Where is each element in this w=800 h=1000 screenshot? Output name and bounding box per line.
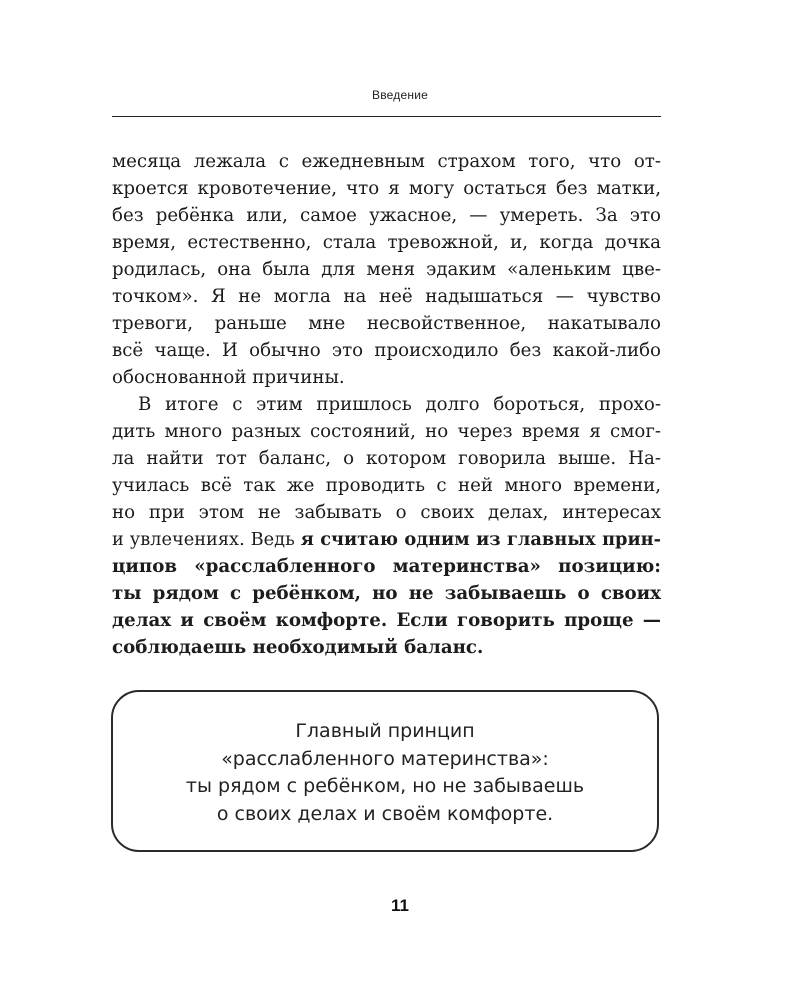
callout-line: ты рядом с ребёнком, но не забываешь: [185, 775, 585, 797]
paragraph-1-line: без ребёнка или, самое ужасное, — умереть. За это: [112, 205, 661, 226]
paragraph-1-line: родилась, она была для меня эдаким «аленьким цве-: [112, 259, 661, 280]
paragraph-2-bold-line: [112, 553, 661, 580]
callout-box: [111, 690, 659, 852]
paragraph-2-line: училась всё так же проводить с ней много времени,: [112, 475, 661, 496]
paragraph-1-line: обоснованной причины.: [112, 367, 345, 388]
bold-emphasis: ципов «расслабленного материнства» позицию:: [112, 556, 661, 577]
paragraph-2-mixed-line: [112, 526, 661, 553]
page-number: 11: [391, 896, 409, 915]
paragraph-2-line: В итоге с этим пришлось долго бороться, прохо-: [138, 394, 661, 415]
body-text: [112, 148, 661, 661]
callout-text: [113, 718, 657, 828]
regular-text: и увлечениях. Ведь: [112, 530, 301, 550]
paragraph-1-line: точком». Я не могла на неё надышаться — чувство: [112, 286, 661, 307]
paragraph-1-line: тревоги, раньше мне несвойственное, накатывало: [112, 313, 661, 334]
paragraph-2-bold-line: [112, 607, 661, 634]
bold-emphasis: я считаю одним из главных прин-: [300, 529, 661, 550]
callout-line: Главный принцип: [295, 720, 475, 742]
paragraph-1-line: всё чаще. И обычно это происходило без какой-либо: [112, 340, 661, 361]
paragraph-2-bold-line: [112, 634, 661, 661]
callout-line: «расслабленного материнства»:: [221, 747, 549, 770]
paragraph-1-line: время, естественно, стала тревожной, и, когда дочка: [112, 232, 661, 253]
callout-line: о своих делах и своём комфорте.: [216, 802, 554, 825]
running-head: Введение: [372, 88, 428, 102]
bold-emphasis: соблюдаешь необходимый баланс.: [112, 637, 484, 658]
bold-emphasis: ты рядом с ребёнком, но не забываешь о своих: [112, 583, 661, 604]
paragraph-2-line: ла найти тот баланс, о котором говорила выше. На-: [112, 448, 661, 469]
paragraph-1-line: кроется кровотечение, что я могу остаться без матки,: [112, 178, 661, 199]
paragraph-2-line: но при этом не забывать о своих делах, интересах: [112, 502, 661, 523]
paragraph-1-line: месяца лежала с ежедневным страхом того, что от-: [112, 151, 661, 172]
paragraph-2-line: дить много разных состояний, но через время я смог-: [112, 421, 661, 442]
bold-emphasis: делах и своём комфорте. Если говорить проще —: [112, 610, 661, 631]
paragraph-2-bold-line: [112, 580, 661, 607]
header-divider: [112, 116, 661, 117]
